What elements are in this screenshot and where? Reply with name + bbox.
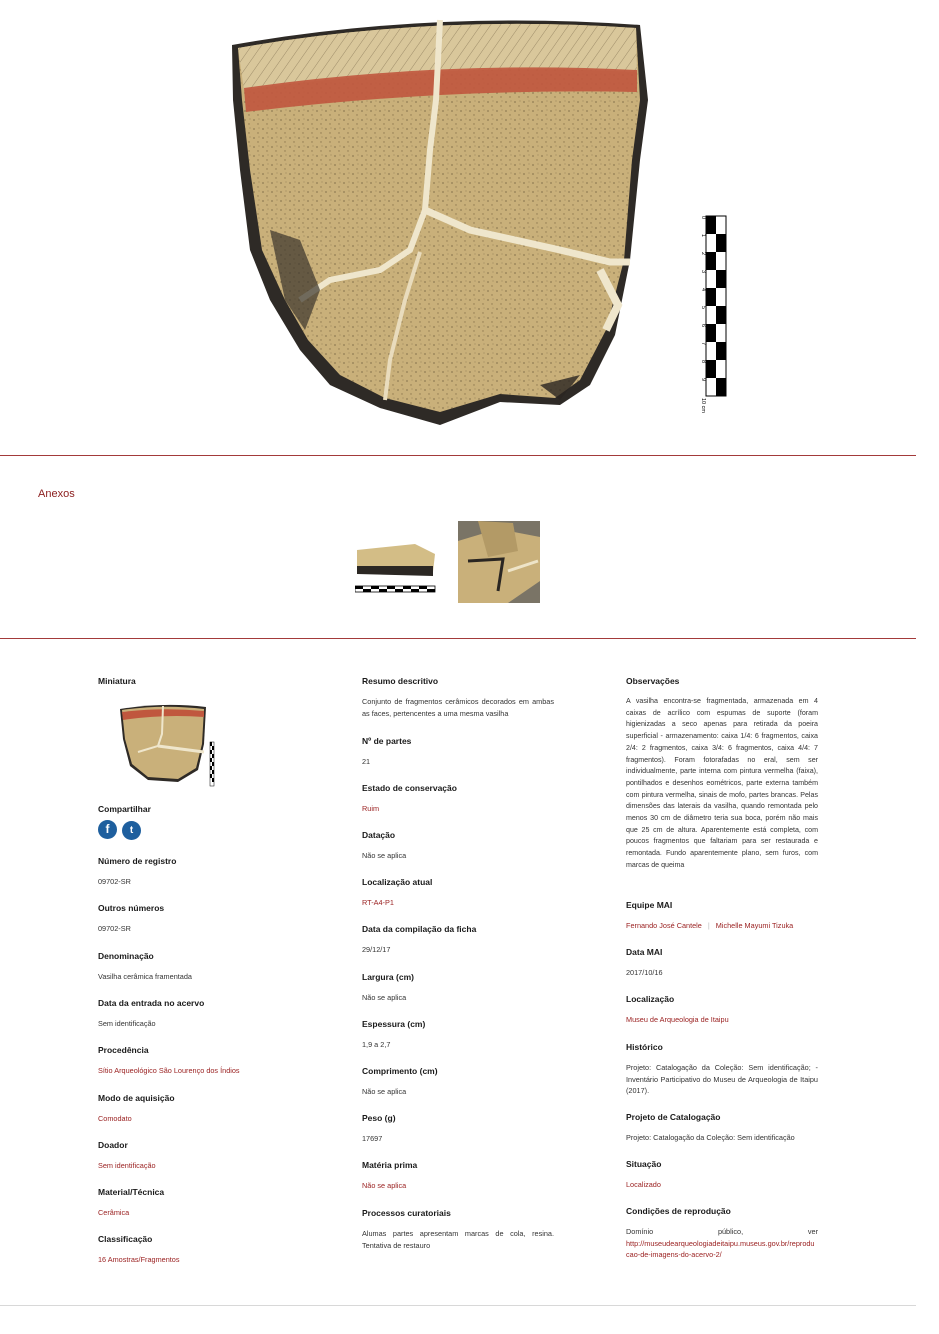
scale-check: [716, 342, 726, 360]
main-artifact-image: [0, 0, 939, 452]
compartilhar-label: Compartilhar: [98, 804, 151, 814]
ceramic-vessel-photo: [0, 0, 939, 452]
n-partes-label: Nº de partes: [362, 736, 412, 746]
scale-label: 9: [700, 378, 706, 382]
scale-check: [716, 234, 726, 252]
equipe-label: Equipe MAI: [626, 900, 673, 910]
scale-check: [706, 252, 716, 270]
numero-registro-value: 09702-SR: [98, 877, 131, 886]
condicoes-label: Condições de reprodução: [626, 1206, 731, 1216]
projeto-value: Projeto: Catalogação da Coleção: Sem identificação: [626, 1133, 795, 1142]
scale-label: 0: [700, 216, 706, 220]
procedencia-link[interactable]: Sítio Arqueológico São Lourenço dos Índios: [98, 1066, 240, 1075]
outros-numeros-label: Outros números: [98, 903, 165, 913]
equipe-member-2[interactable]: Michelle Mayumi Tizuka: [715, 921, 794, 930]
modo-aquisicao-label: Modo de aquisição: [98, 1093, 175, 1103]
section-divider: [0, 455, 916, 456]
scale-check: [706, 216, 716, 234]
peso-label: Peso (g): [362, 1113, 396, 1123]
peso-value: 17697: [362, 1134, 383, 1143]
anexo-thumbnail-2[interactable]: [458, 521, 540, 603]
procedencia-label: Procedência: [98, 1045, 149, 1055]
miniatura-label: Miniatura: [98, 676, 136, 686]
localizacao-atual-link[interactable]: RT-A4-P1: [362, 898, 394, 907]
miniatura-thumbnail[interactable]: [118, 704, 218, 788]
situacao-link[interactable]: Localizado: [626, 1180, 661, 1189]
data-mai-label: Data MAI: [626, 947, 663, 957]
twitter-icon[interactable]: t: [122, 821, 141, 840]
materia-prima-link[interactable]: Não se aplica: [362, 1181, 407, 1190]
scale-label: 10 cm: [700, 398, 706, 413]
scale-check: [716, 306, 726, 324]
espessura-label: Espessura (cm): [362, 1019, 426, 1029]
estado-label: Estado de conservação: [362, 783, 457, 793]
material-tecnica-link[interactable]: Cerâmica: [98, 1208, 130, 1217]
scale-label: 6: [700, 324, 706, 328]
scale-label: 8: [700, 360, 706, 364]
scale-label: 5: [700, 306, 706, 310]
processos-value: Alumas partes apresentam marcas de cola, resina. Tentativa de restauro: [362, 1229, 554, 1250]
section-divider: [0, 638, 916, 639]
historico-label: Histórico: [626, 1042, 663, 1052]
anexos-heading: Anexos: [38, 488, 75, 500]
classificacao-link[interactable]: 16 Amostras/Fragmentos: [98, 1255, 180, 1264]
scale-label: 1: [700, 234, 706, 238]
condicoes-link[interactable]: http://museudearqueologiadeitaipu.museus.gov.br/reproducao-de-imagens-do-acervo-2/: [626, 1238, 815, 1260]
modo-aquisicao-link[interactable]: Comodato: [98, 1114, 132, 1123]
doador-link[interactable]: Sem identificação: [98, 1161, 156, 1170]
denominacao-value: Vasilha cerâmica framentada: [98, 972, 192, 981]
condicoes-text: Domínio público, ver: [626, 1227, 818, 1236]
numero-registro-label: Número de registro: [98, 856, 177, 866]
anexo-thumbnail-1[interactable]: [355, 540, 437, 598]
scale-check: [706, 324, 716, 342]
observacoes-value: A vasilha encontra-se fragmentada, armazenada em 4 caixas de acrílico com espumas de suporte (foram higienizadas a seco apenas para retirada da poeira superficial - armazenamento: caixa 1/4: 6 fragmentos, caixa 2/4: 2 fragmentos, caixa 3/4: 6 fragmentos, caixa 4/4: 7 fragmentos). Foram fotorafadas no eral, sem ser individualmente, parte interna com pintura vermelha (faixa), pontilhados e desenhos eométricos, parte externa também com pintura vermelha, sinais de mofo, partes brancas. Pelas dimensões das laterais da vasilha, quando remontada pelo menos 30 cm de diâmetro teria sua boca, porém não mais que 25 cm de altura. Aparentemente está completa, com poucos fragmentos que faltariam para ser restaurada e remontada. Fundo aparentemente plano, sem furos, com marcas de queima: [626, 697, 818, 869]
scale-label: 4: [700, 288, 706, 292]
situacao-label: Situação: [626, 1159, 662, 1169]
share-buttons: [98, 820, 146, 840]
scale-label: 2: [700, 252, 706, 256]
equipe-separator: |: [707, 921, 710, 930]
data-entrada-label: Data da entrada no acervo: [98, 998, 205, 1008]
estado-link[interactable]: Ruim: [362, 804, 380, 813]
denominacao-label: Denominação: [98, 951, 154, 961]
facebook-icon[interactable]: f: [98, 820, 117, 839]
comprimento-label: Comprimento (cm): [362, 1066, 438, 1076]
equipe-member-1[interactable]: Fernando José Cantele: [626, 921, 702, 930]
comprimento-value: Não se aplica: [362, 1087, 407, 1096]
n-partes-value: 21: [362, 757, 371, 766]
data-compilacao-value: 29/12/17: [362, 945, 391, 954]
processos-label: Processos curatoriais: [362, 1208, 451, 1218]
largura-label: Largura (cm): [362, 972, 414, 982]
footer-divider: [0, 1305, 916, 1306]
historico-value: Projeto: Catalogação da Coleção: Sem identificação; - Inventário Participativo do Museu de Arqueologia de Itaipu (2017).: [626, 1063, 818, 1096]
data-entrada-value: Sem identificação: [98, 1019, 156, 1028]
datacao-value: Não se aplica: [362, 851, 407, 860]
projeto-label: Projeto de Catalogação: [626, 1112, 721, 1122]
data-mai-value: 2017/10/16: [626, 968, 663, 977]
largura-value: Não se aplica: [362, 993, 407, 1002]
scale-check: [716, 378, 726, 396]
espessura-value: 1,9 a 2,7: [362, 1040, 391, 1049]
materia-prima-label: Matéria prima: [362, 1160, 418, 1170]
classificacao-label: Classificação: [98, 1234, 153, 1244]
localizacao-link[interactable]: Museu de Arqueologia de Itaipu: [626, 1015, 729, 1024]
scale-check: [706, 288, 716, 306]
outros-numeros-value: 09702-SR: [98, 924, 131, 933]
scale-label: 3: [700, 270, 706, 274]
datacao-label: Datação: [362, 830, 396, 840]
resumo-label: Resumo descritivo: [362, 676, 439, 686]
resumo-value: Conjunto de fragmentos cerâmicos decorados em ambas as faces, pertencentes a uma mesma vasilha: [362, 697, 554, 718]
observacoes-label: Observações: [626, 676, 680, 686]
scale-label: 7: [700, 342, 706, 346]
localizacao-label: Localização: [626, 994, 675, 1004]
material-tecnica-label: Material/Técnica: [98, 1187, 165, 1197]
scale-check: [716, 270, 726, 288]
localizacao-atual-label: Localização atual: [362, 877, 433, 887]
scale-check: [706, 360, 716, 378]
data-compilacao-label: Data da compilação da ficha: [362, 924, 477, 934]
doador-label: Doador: [98, 1140, 128, 1150]
